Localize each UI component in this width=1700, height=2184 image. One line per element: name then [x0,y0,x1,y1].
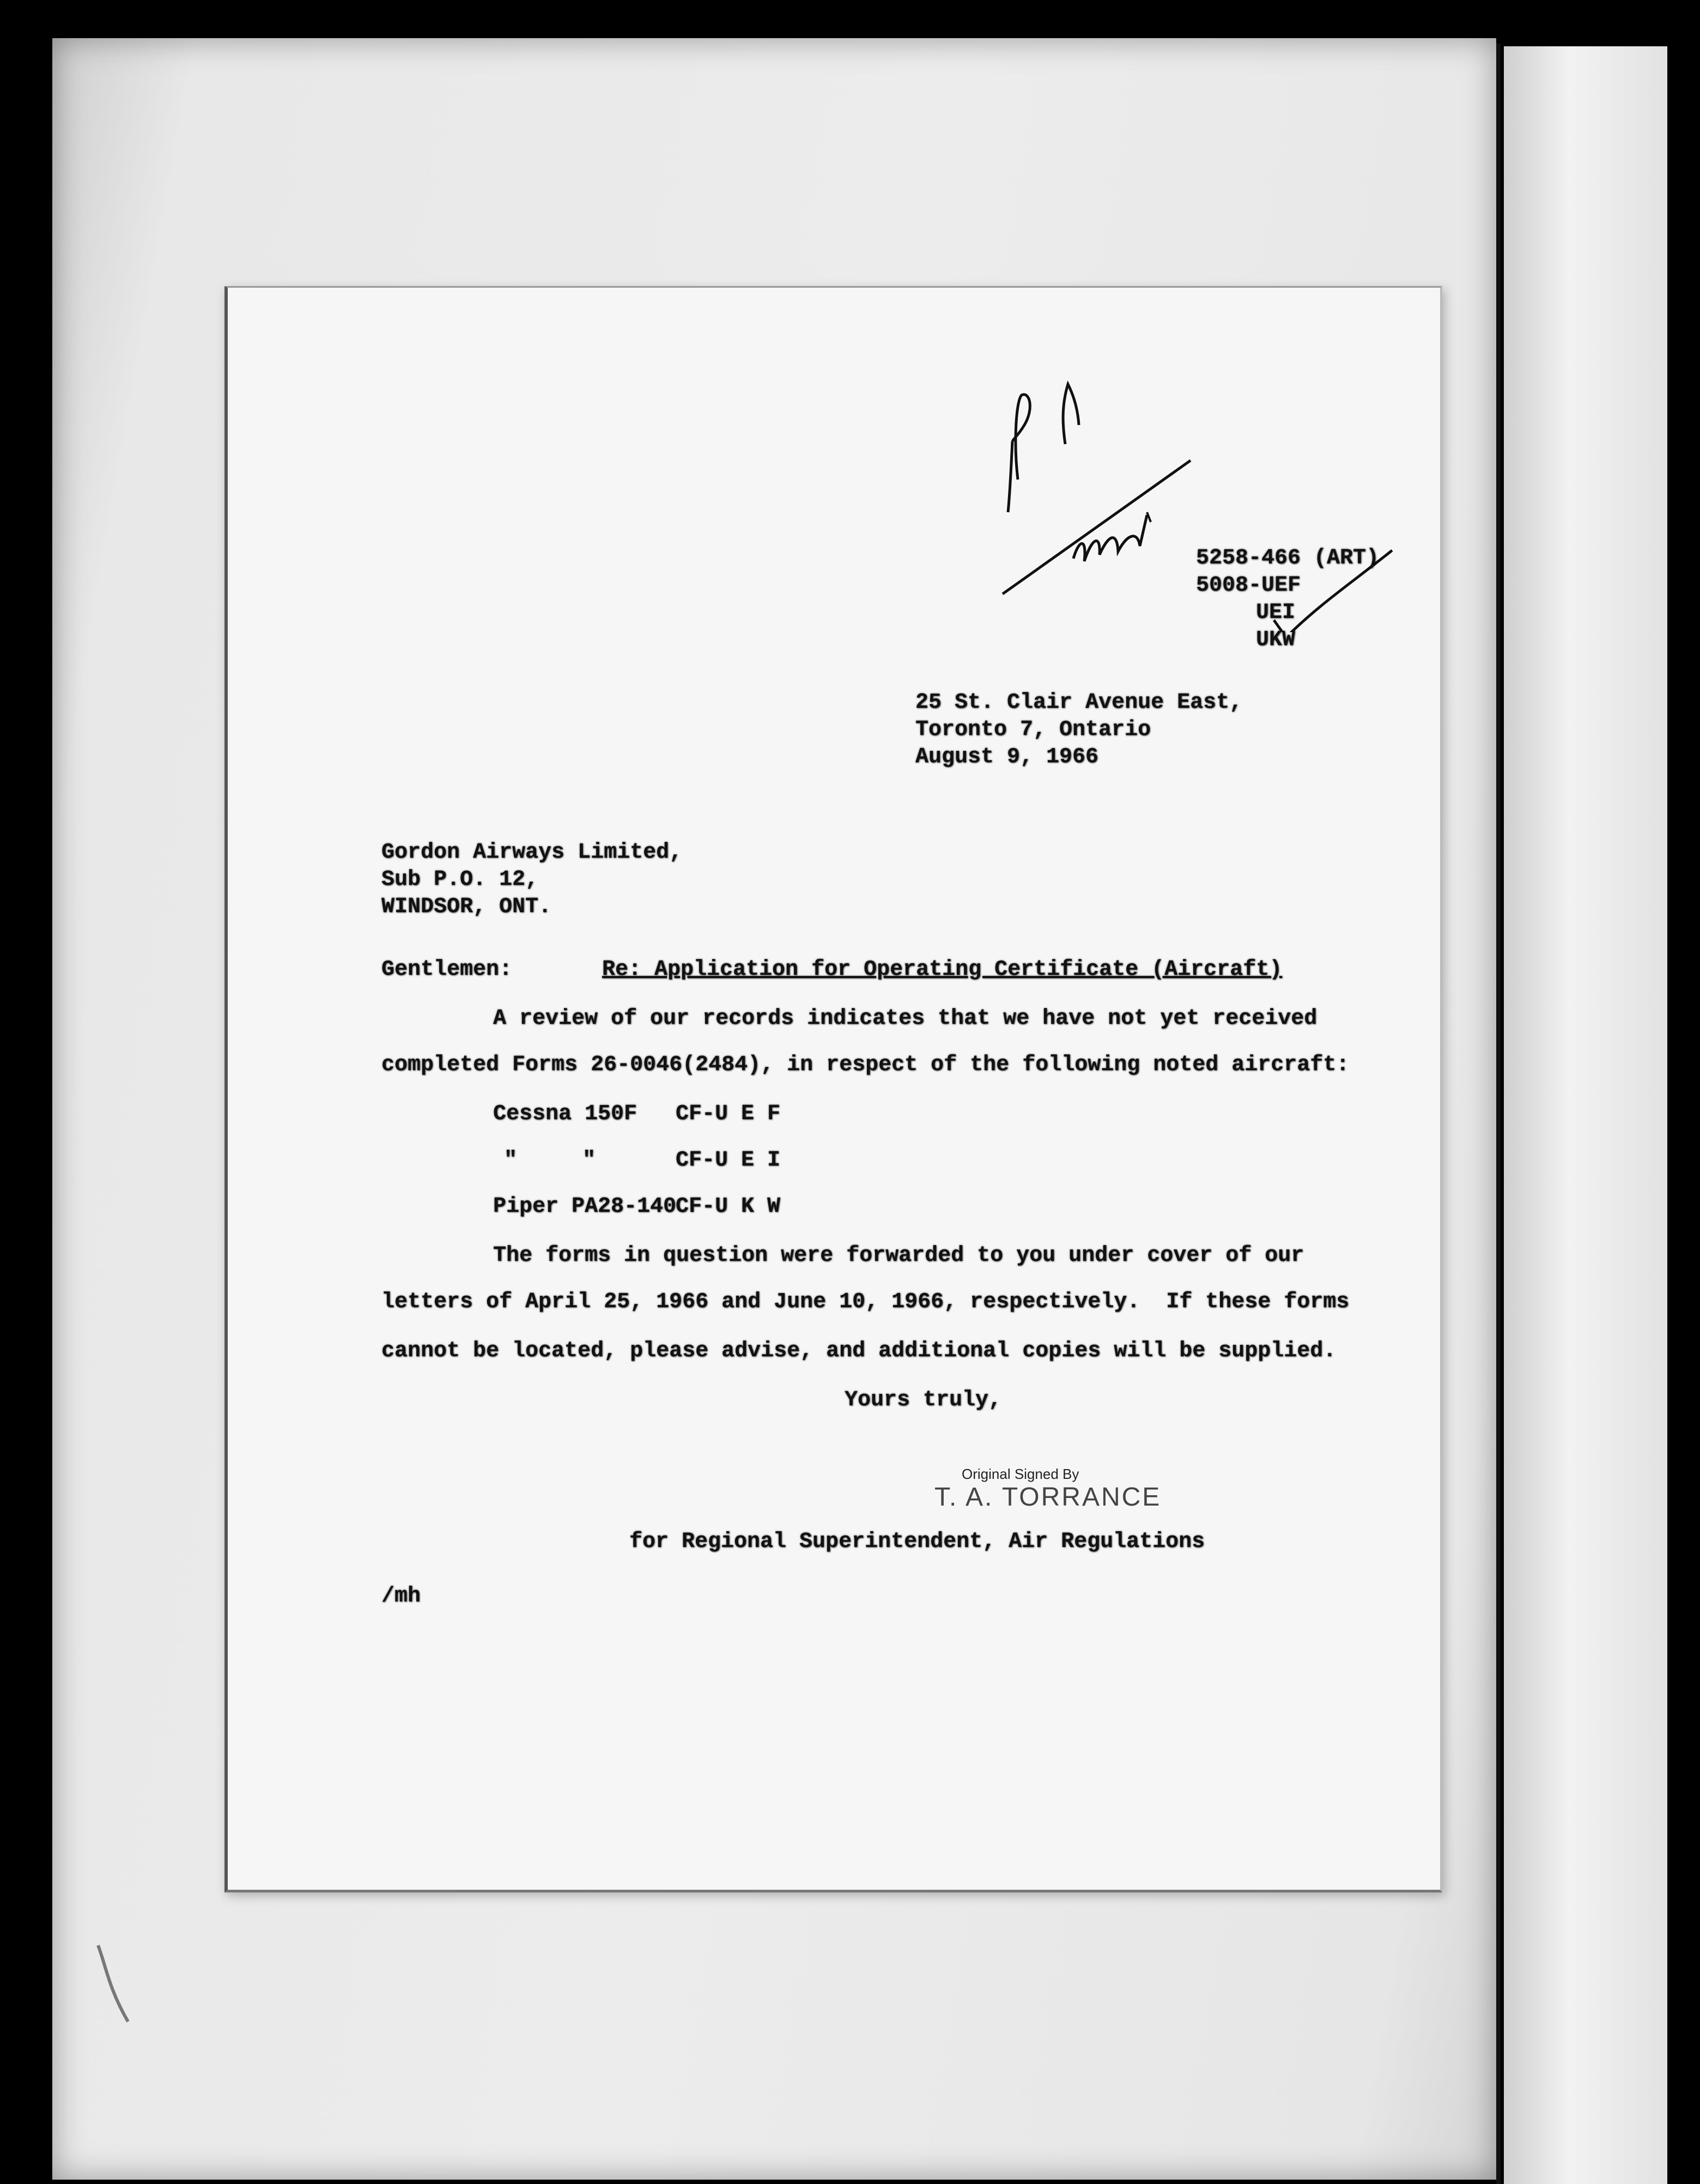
page-edge-rule [1496,44,1501,2184]
typist-initials: /mh [381,1584,421,1609]
body-para2-line1: The forms in question were forwarded to you under cover of our [493,1243,1304,1268]
body-para2-line2: letters of April 25, 1966 and June 10, 1966, respectively. If these forms [381,1290,1350,1314]
letter-date: August 9, 1966 [915,745,1099,769]
file-ref-2: 5008-UEF [1196,573,1301,598]
body-para1-line2: completed Forms 26-0046(2484), in respect of the following noted aircraft: [381,1053,1350,1077]
sender-address-line-1: 25 St. Clair Avenue East, [915,690,1243,715]
file-ref-4: UKW [1256,628,1296,652]
aircraft-registration: CF-U E F [676,1102,781,1126]
recipient-line-2: Sub P.O. 12, [381,867,539,892]
file-ref-1: 5258-466 (ART) [1196,546,1380,571]
closing: Yours truly, [845,1388,1002,1412]
subject-line: Re: Application for Operating Certificate (Aircraft) [602,957,1283,982]
body-para1-line1: A review of our records indicates that we have not yet received [493,1006,1317,1031]
signature-stamp-name: T. A. TORRANCE [934,1483,1162,1512]
body-para2-line3: cannot be located, please advise, and additional copies will be supplied. [381,1339,1337,1363]
salutation: Gentlemen: [381,957,513,982]
recipient-line-1: Gordon Airways Limited, [381,840,683,865]
scan-scratch-mark [87,1940,153,2027]
signatory-title: for Regional Superintendent, Air Regulations [629,1530,1205,1554]
aircraft-registration: CF-U E I [676,1148,781,1173]
file-ref-3: UEI [1256,600,1296,625]
signature-stamp-label: Original Signed By [962,1466,1079,1482]
aircraft-registration: CF-U K W [676,1194,781,1219]
sender-address-line-2: Toronto 7, Ontario [915,718,1151,742]
aircraft-model: " " [504,1148,596,1173]
aircraft-model: Cessna 150F [493,1102,638,1126]
recipient-line-3: WINDSOR, ONT. [381,895,552,919]
adjacent-page-strip [1504,46,1667,2184]
aircraft-model: Piper PA28-140 [493,1194,677,1219]
